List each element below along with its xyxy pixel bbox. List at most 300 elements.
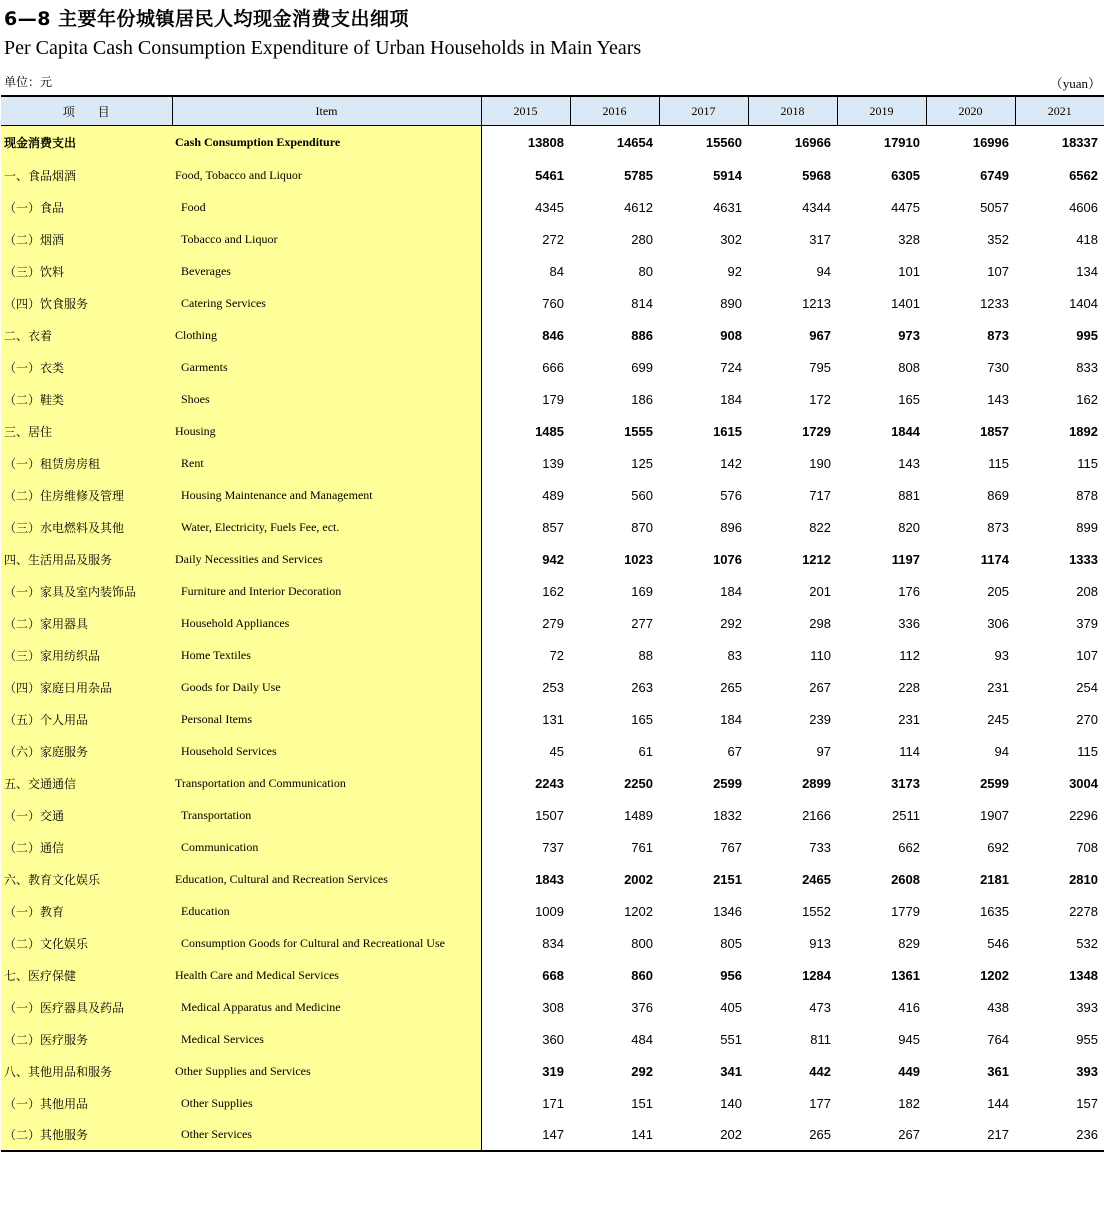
value-cell: 416 bbox=[898, 999, 920, 1015]
value-cell: 560 bbox=[631, 487, 653, 503]
table-row bbox=[1, 126, 1104, 160]
row-label-en: Daily Necessities and Services bbox=[172, 543, 481, 575]
row-label-en: Goods for Daily Use bbox=[172, 671, 481, 703]
table-row bbox=[1, 639, 1104, 671]
value-cell: 846 bbox=[542, 327, 564, 343]
value-cell: 4344 bbox=[802, 199, 831, 215]
table-row bbox=[1, 991, 1104, 1023]
row-label-cn: （一）租赁房房租 bbox=[1, 447, 172, 479]
row-label-en: Household Appliances bbox=[172, 607, 481, 639]
value-cell: 97 bbox=[816, 743, 831, 759]
value-cell: 967 bbox=[809, 327, 831, 343]
value-cell: 147 bbox=[481, 1119, 570, 1151]
row-label-cn: （二）通信 bbox=[1, 831, 172, 863]
value-cell: 162 bbox=[542, 583, 564, 599]
value-cell: 833 bbox=[1076, 359, 1098, 375]
value-cell: 265 bbox=[720, 679, 742, 695]
value-cell: 186 bbox=[631, 391, 653, 407]
value-cell: 131 bbox=[542, 711, 564, 727]
value-cell: 393 bbox=[1076, 999, 1098, 1015]
page-title-en: Per Capita Cash Consumption Expenditure of Urban Households in Main Years bbox=[4, 37, 642, 59]
value-cell: 270 bbox=[1076, 711, 1098, 727]
value-cell: 886 bbox=[631, 327, 653, 343]
value-cell: 890 bbox=[720, 295, 742, 311]
table-row bbox=[1, 383, 1104, 415]
table-row bbox=[1, 287, 1104, 319]
value-cell: 190 bbox=[809, 455, 831, 471]
table-row bbox=[1, 159, 1104, 191]
row-label-cn: 八、其他用品和服务 bbox=[1, 1055, 172, 1087]
value-cell: 4631 bbox=[713, 199, 742, 215]
row-label-en: Transportation bbox=[172, 799, 481, 831]
value-cell: 761 bbox=[631, 839, 653, 855]
value-cell: 184 bbox=[720, 583, 742, 599]
row-label-cn: 一、食品烟酒 bbox=[1, 159, 172, 191]
value-cell: 302 bbox=[720, 231, 742, 247]
row-label-en: Household Services bbox=[172, 735, 481, 767]
table-row bbox=[1, 223, 1104, 255]
value-cell: 352 bbox=[987, 231, 1009, 247]
row-label-cn: （一）教育 bbox=[1, 895, 172, 927]
value-cell: 896 bbox=[720, 519, 742, 535]
value-cell: 6749 bbox=[980, 167, 1009, 183]
column-header-year: 2017 bbox=[659, 96, 748, 126]
value-cell: 881 bbox=[898, 487, 920, 503]
value-cell: 267 bbox=[837, 1119, 926, 1151]
row-label-en: Shoes bbox=[172, 383, 481, 415]
value-cell: 1843 bbox=[535, 871, 564, 887]
row-label-cn: 六、教育文化娱乐 bbox=[1, 863, 172, 895]
table-row bbox=[1, 703, 1104, 735]
table-row bbox=[1, 575, 1104, 607]
value-cell: 141 bbox=[570, 1119, 659, 1151]
value-cell: 279 bbox=[542, 615, 564, 631]
value-cell: 341 bbox=[720, 1063, 742, 1079]
row-label-cn: （二）烟酒 bbox=[1, 223, 172, 255]
value-cell: 328 bbox=[898, 231, 920, 247]
row-label-en: Education bbox=[172, 895, 481, 927]
value-cell: 107 bbox=[1076, 647, 1098, 663]
table-row bbox=[1, 959, 1104, 991]
column-header-item-cn: 项 目 bbox=[1, 96, 172, 126]
value-cell: 18337 bbox=[1061, 135, 1098, 150]
value-cell: 1346 bbox=[713, 903, 742, 919]
value-cell: 177 bbox=[809, 1095, 831, 1111]
table-row bbox=[1, 1119, 1104, 1151]
row-label-en: Medical Services bbox=[172, 1023, 481, 1055]
value-cell: 134 bbox=[1076, 263, 1098, 279]
row-label-cn: （四）家庭日用杂品 bbox=[1, 671, 172, 703]
value-cell: 1212 bbox=[802, 551, 831, 567]
row-label-cn: （三）饮料 bbox=[1, 255, 172, 287]
value-cell: 1361 bbox=[891, 967, 920, 983]
value-cell: 171 bbox=[542, 1095, 564, 1111]
table-row bbox=[1, 351, 1104, 383]
table-row bbox=[1, 863, 1104, 895]
value-cell: 142 bbox=[720, 455, 742, 471]
value-cell: 94 bbox=[816, 263, 831, 279]
row-label-en: Consumption Goods for Cultural and Recreational Use bbox=[172, 927, 481, 959]
table-row bbox=[1, 1055, 1104, 1087]
value-cell: 101 bbox=[898, 263, 920, 279]
table-row bbox=[1, 1087, 1104, 1119]
row-label-en: Water, Electricity, Fuels Fee, ect. bbox=[172, 511, 481, 543]
value-cell: 201 bbox=[809, 583, 831, 599]
value-cell: 546 bbox=[987, 935, 1009, 951]
row-label-cn: （三）家用纺织品 bbox=[1, 639, 172, 671]
value-cell: 1333 bbox=[1069, 551, 1098, 567]
value-cell: 820 bbox=[898, 519, 920, 535]
value-cell: 708 bbox=[1076, 839, 1098, 855]
value-cell: 692 bbox=[987, 839, 1009, 855]
value-cell: 272 bbox=[542, 231, 564, 247]
row-label-cn: 七、医疗保健 bbox=[1, 959, 172, 991]
value-cell: 4345 bbox=[535, 199, 564, 215]
value-cell: 878 bbox=[1076, 487, 1098, 503]
row-label-en: Food, Tobacco and Liquor bbox=[172, 159, 481, 191]
table-row bbox=[1, 671, 1104, 703]
value-cell: 13808 bbox=[527, 135, 564, 150]
value-cell: 72 bbox=[549, 647, 564, 663]
value-cell: 767 bbox=[720, 839, 742, 855]
value-cell: 308 bbox=[542, 999, 564, 1015]
value-cell: 17910 bbox=[883, 135, 920, 150]
value-cell: 2810 bbox=[1069, 871, 1098, 887]
value-cell: 115 bbox=[1077, 743, 1098, 759]
row-label-en: Personal Items bbox=[172, 703, 481, 735]
value-cell: 913 bbox=[809, 935, 831, 951]
value-cell: 231 bbox=[987, 679, 1009, 695]
value-cell: 184 bbox=[720, 711, 742, 727]
value-cell: 1174 bbox=[980, 551, 1009, 567]
value-cell: 151 bbox=[631, 1095, 653, 1111]
value-cell: 1076 bbox=[713, 551, 742, 567]
table-row bbox=[1, 831, 1104, 863]
value-cell: 16966 bbox=[794, 135, 831, 150]
row-label-cn: （二）文化娱乐 bbox=[1, 927, 172, 959]
value-cell: 179 bbox=[542, 391, 564, 407]
column-header-year: 2015 bbox=[481, 96, 570, 126]
value-cell: 1844 bbox=[891, 423, 920, 439]
row-label-cn: 三、居住 bbox=[1, 415, 172, 447]
value-cell: 280 bbox=[631, 231, 653, 247]
value-cell: 4606 bbox=[1069, 199, 1098, 215]
row-label-en: Garments bbox=[172, 351, 481, 383]
value-cell: 870 bbox=[631, 519, 653, 535]
value-cell: 16996 bbox=[972, 135, 1009, 150]
value-cell: 253 bbox=[542, 679, 564, 695]
value-cell: 61 bbox=[638, 743, 653, 759]
value-cell: 2278 bbox=[1069, 903, 1098, 919]
row-label-en: Catering Services bbox=[172, 287, 481, 319]
row-label-cn: （二）鞋类 bbox=[1, 383, 172, 415]
value-cell: 1857 bbox=[980, 423, 1009, 439]
row-label-cn: （一）食品 bbox=[1, 191, 172, 223]
value-cell: 92 bbox=[727, 263, 742, 279]
row-label-en: Housing bbox=[172, 415, 481, 447]
value-cell: 860 bbox=[631, 967, 653, 983]
row-label-en: Other Services bbox=[172, 1119, 481, 1151]
value-cell: 829 bbox=[898, 935, 920, 951]
row-label-en: Health Care and Medical Services bbox=[172, 959, 481, 991]
value-cell: 857 bbox=[542, 519, 564, 535]
table-row bbox=[1, 927, 1104, 959]
value-cell: 1348 bbox=[1069, 967, 1098, 983]
value-cell: 576 bbox=[720, 487, 742, 503]
column-header-year: 2016 bbox=[570, 96, 659, 126]
value-cell: 393 bbox=[1076, 1063, 1098, 1079]
row-label-cn: （四）饮食服务 bbox=[1, 287, 172, 319]
value-cell: 873 bbox=[987, 519, 1009, 535]
value-cell: 484 bbox=[631, 1031, 653, 1047]
value-cell: 1284 bbox=[802, 967, 831, 983]
row-label-en: Beverages bbox=[172, 255, 481, 287]
value-cell: 112 bbox=[899, 647, 920, 663]
value-cell: 800 bbox=[631, 935, 653, 951]
value-cell: 489 bbox=[542, 487, 564, 503]
row-label-en: Rent bbox=[172, 447, 481, 479]
value-cell: 2599 bbox=[980, 775, 1009, 791]
row-label-en: Communication bbox=[172, 831, 481, 863]
table-row bbox=[1, 799, 1104, 831]
value-cell: 955 bbox=[1076, 1031, 1098, 1047]
row-label-cn: 二、衣着 bbox=[1, 319, 172, 351]
value-cell: 169 bbox=[631, 583, 653, 599]
value-cell: 795 bbox=[809, 359, 831, 375]
table-row bbox=[1, 735, 1104, 767]
value-cell: 319 bbox=[542, 1063, 564, 1079]
value-cell: 263 bbox=[631, 679, 653, 695]
value-cell: 973 bbox=[898, 327, 920, 343]
value-cell: 869 bbox=[987, 487, 1009, 503]
unit-label-cn: 单位：元 bbox=[4, 75, 53, 89]
value-cell: 292 bbox=[720, 615, 742, 631]
table-row bbox=[1, 607, 1104, 639]
value-cell: 254 bbox=[1076, 679, 1098, 695]
value-cell: 231 bbox=[898, 711, 920, 727]
value-cell: 267 bbox=[809, 679, 831, 695]
value-cell: 1552 bbox=[802, 903, 831, 919]
value-cell: 662 bbox=[898, 839, 920, 855]
value-cell: 405 bbox=[720, 999, 742, 1015]
value-cell: 1404 bbox=[1069, 295, 1098, 311]
column-header-item-en: Item bbox=[172, 96, 481, 126]
row-label-en: Cash Consumption Expenditure bbox=[172, 126, 481, 160]
value-cell: 5785 bbox=[624, 167, 653, 183]
value-cell: 5461 bbox=[535, 167, 564, 183]
value-cell: 239 bbox=[809, 711, 831, 727]
value-cell: 808 bbox=[898, 359, 920, 375]
value-cell: 438 bbox=[987, 999, 1009, 1015]
table-row bbox=[1, 543, 1104, 575]
row-label-cn: （二）其他服务 bbox=[1, 1119, 172, 1151]
row-label-en: Medical Apparatus and Medicine bbox=[172, 991, 481, 1023]
value-cell: 2465 bbox=[802, 871, 831, 887]
row-label-cn: （一）家具及室内装饰品 bbox=[1, 575, 172, 607]
row-label-en: Furniture and Interior Decoration bbox=[172, 575, 481, 607]
value-cell: 292 bbox=[631, 1063, 653, 1079]
value-cell: 1615 bbox=[713, 423, 742, 439]
value-cell: 125 bbox=[631, 455, 653, 471]
value-cell: 1907 bbox=[980, 807, 1009, 823]
value-cell: 202 bbox=[659, 1119, 748, 1151]
row-label-en: Home Textiles bbox=[172, 639, 481, 671]
value-cell: 822 bbox=[809, 519, 831, 535]
value-cell: 1832 bbox=[713, 807, 742, 823]
value-cell: 245 bbox=[987, 711, 1009, 727]
row-label-cn: 五、交通通信 bbox=[1, 767, 172, 799]
value-cell: 737 bbox=[542, 839, 564, 855]
page-title-cn: 6—8 主要年份城镇居民人均现金消费支出细项 bbox=[4, 8, 410, 30]
value-cell: 205 bbox=[987, 583, 1009, 599]
value-cell: 449 bbox=[898, 1063, 920, 1079]
row-label-en: Other Supplies bbox=[172, 1087, 481, 1119]
table-header-row bbox=[1, 96, 1104, 126]
value-cell: 6562 bbox=[1069, 167, 1098, 183]
value-cell: 2250 bbox=[624, 775, 653, 791]
value-cell: 143 bbox=[987, 391, 1009, 407]
value-cell: 157 bbox=[1076, 1095, 1098, 1111]
column-header-year: 2019 bbox=[837, 96, 926, 126]
value-cell: 317 bbox=[809, 231, 831, 247]
unit-label-en: （yuan） bbox=[1049, 76, 1101, 91]
value-cell: 811 bbox=[810, 1031, 831, 1047]
value-cell: 88 bbox=[638, 647, 653, 663]
value-cell: 418 bbox=[1076, 231, 1098, 247]
row-label-cn: （一）医疗器具及药品 bbox=[1, 991, 172, 1023]
value-cell: 93 bbox=[994, 647, 1009, 663]
value-cell: 3173 bbox=[891, 775, 920, 791]
value-cell: 265 bbox=[748, 1119, 837, 1151]
value-cell: 532 bbox=[1076, 935, 1098, 951]
table-row bbox=[1, 255, 1104, 287]
value-cell: 228 bbox=[898, 679, 920, 695]
value-cell: 140 bbox=[720, 1095, 742, 1111]
value-cell: 165 bbox=[631, 711, 653, 727]
value-cell: 1023 bbox=[624, 551, 653, 567]
value-cell: 1489 bbox=[624, 807, 653, 823]
value-cell: 760 bbox=[542, 295, 564, 311]
value-cell: 2608 bbox=[891, 871, 920, 887]
value-cell: 80 bbox=[638, 263, 653, 279]
value-cell: 764 bbox=[987, 1031, 1009, 1047]
table-row bbox=[1, 447, 1104, 479]
value-cell: 360 bbox=[542, 1031, 564, 1047]
value-cell: 84 bbox=[549, 263, 564, 279]
row-label-cn: （二）家用器具 bbox=[1, 607, 172, 639]
value-cell: 4475 bbox=[891, 199, 920, 215]
value-cell: 184 bbox=[720, 391, 742, 407]
value-cell: 814 bbox=[631, 295, 653, 311]
value-cell: 306 bbox=[987, 615, 1009, 631]
value-cell: 376 bbox=[631, 999, 653, 1015]
value-cell: 551 bbox=[720, 1031, 742, 1047]
value-cell: 724 bbox=[720, 359, 742, 375]
expenditure-table bbox=[1, 95, 1104, 1152]
value-cell: 1213 bbox=[802, 295, 831, 311]
row-label-en: Other Supplies and Services bbox=[172, 1055, 481, 1087]
value-cell: 899 bbox=[1076, 519, 1098, 535]
value-cell: 2899 bbox=[802, 775, 831, 791]
value-cell: 2296 bbox=[1069, 807, 1098, 823]
row-label-cn: （二）医疗服务 bbox=[1, 1023, 172, 1055]
value-cell: 277 bbox=[631, 615, 653, 631]
value-cell: 361 bbox=[987, 1063, 1009, 1079]
value-cell: 668 bbox=[542, 967, 564, 983]
value-cell: 6305 bbox=[891, 167, 920, 183]
value-cell: 666 bbox=[542, 359, 564, 375]
value-cell: 2002 bbox=[624, 871, 653, 887]
value-cell: 182 bbox=[898, 1095, 920, 1111]
table-row bbox=[1, 511, 1104, 543]
column-header-year: 2018 bbox=[748, 96, 837, 126]
value-cell: 945 bbox=[898, 1031, 920, 1047]
table-body bbox=[1, 126, 1104, 1152]
value-cell: 1197 bbox=[891, 551, 920, 567]
value-cell: 995 bbox=[1076, 327, 1098, 343]
value-cell: 805 bbox=[720, 935, 742, 951]
value-cell: 83 bbox=[727, 647, 742, 663]
value-cell: 336 bbox=[898, 615, 920, 631]
value-cell: 1779 bbox=[891, 903, 920, 919]
value-cell: 298 bbox=[809, 615, 831, 631]
row-label-en: Food bbox=[172, 191, 481, 223]
row-label-en: Education, Cultural and Recreation Services bbox=[172, 863, 481, 895]
table-row bbox=[1, 319, 1104, 351]
value-cell: 94 bbox=[994, 743, 1009, 759]
value-cell: 908 bbox=[720, 327, 742, 343]
value-cell: 143 bbox=[898, 455, 920, 471]
row-label-cn: （五）个人用品 bbox=[1, 703, 172, 735]
value-cell: 115 bbox=[1077, 455, 1098, 471]
row-label-cn: （六）家庭服务 bbox=[1, 735, 172, 767]
table-row bbox=[1, 895, 1104, 927]
value-cell: 733 bbox=[809, 839, 831, 855]
value-cell: 208 bbox=[1076, 583, 1098, 599]
row-label-en: Tobacco and Liquor bbox=[172, 223, 481, 255]
value-cell: 834 bbox=[542, 935, 564, 951]
value-cell: 2243 bbox=[535, 775, 564, 791]
value-cell: 1009 bbox=[535, 903, 564, 919]
row-label-cn: （一）交通 bbox=[1, 799, 172, 831]
value-cell: 139 bbox=[542, 455, 564, 471]
row-label-cn: （三）水电燃料及其他 bbox=[1, 511, 172, 543]
value-cell: 114 bbox=[899, 743, 920, 759]
row-label-cn: （二）住房维修及管理 bbox=[1, 479, 172, 511]
value-cell: 236 bbox=[1015, 1119, 1104, 1151]
value-cell: 699 bbox=[631, 359, 653, 375]
value-cell: 730 bbox=[987, 359, 1009, 375]
value-cell: 956 bbox=[720, 967, 742, 983]
value-cell: 176 bbox=[898, 583, 920, 599]
value-cell: 1485 bbox=[535, 423, 564, 439]
value-cell: 1233 bbox=[980, 295, 1009, 311]
row-label-en: Housing Maintenance and Management bbox=[172, 479, 481, 511]
column-header-year: 2020 bbox=[926, 96, 1015, 126]
value-cell: 473 bbox=[809, 999, 831, 1015]
value-cell: 1892 bbox=[1069, 423, 1098, 439]
value-cell: 107 bbox=[987, 263, 1009, 279]
table-row bbox=[1, 191, 1104, 223]
row-label-cn: （一）衣类 bbox=[1, 351, 172, 383]
value-cell: 2511 bbox=[892, 807, 920, 823]
value-cell: 217 bbox=[926, 1119, 1015, 1151]
value-cell: 115 bbox=[988, 455, 1009, 471]
value-cell: 3004 bbox=[1069, 775, 1098, 791]
value-cell: 442 bbox=[809, 1063, 831, 1079]
value-cell: 717 bbox=[809, 487, 831, 503]
table-row bbox=[1, 415, 1104, 447]
